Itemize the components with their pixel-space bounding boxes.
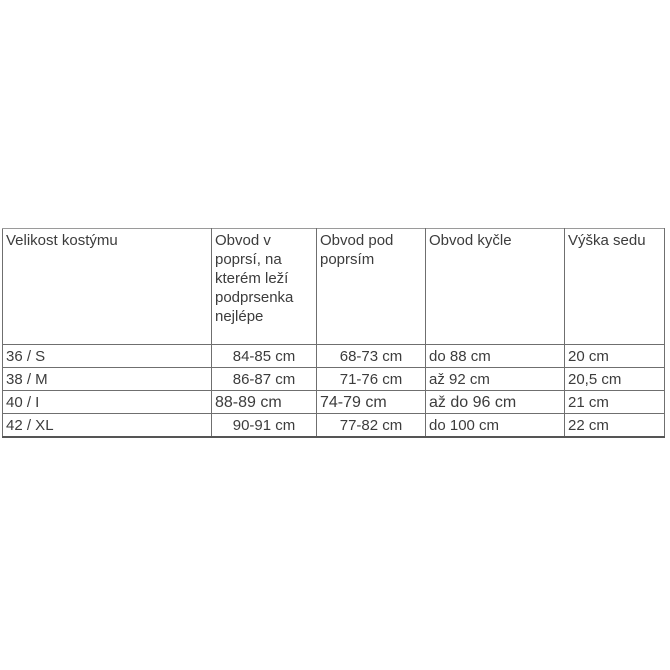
table-row-36-s bbox=[3, 345, 665, 368]
cell-hip: až do 96 cm bbox=[426, 391, 565, 414]
header-obvod-pod-poprsim: Obvod pod poprsím bbox=[317, 229, 426, 345]
table-row-40-i bbox=[3, 391, 665, 414]
size-chart-table bbox=[2, 228, 665, 438]
header-row bbox=[3, 229, 665, 345]
cell-size: 36 / S bbox=[3, 345, 212, 368]
header-obvod-v-poprsi: Obvod v poprsí, na kterém leží podprsenka nejlépe bbox=[212, 229, 317, 345]
cell-hip: do 88 cm bbox=[426, 345, 565, 368]
cell-seat: 20 cm bbox=[565, 345, 665, 368]
cell-underbust: 68-73 cm bbox=[317, 345, 426, 368]
cell-seat: 22 cm bbox=[565, 414, 665, 438]
cell-size: 38 / M bbox=[3, 368, 212, 391]
header-obvod-kycle: Obvod kyčle bbox=[426, 229, 565, 345]
cell-bust: 90-91 cm bbox=[212, 414, 317, 438]
cell-underbust: 71-76 cm bbox=[317, 368, 426, 391]
cell-underbust: 77-82 cm bbox=[317, 414, 426, 438]
cell-bust: 84-85 cm bbox=[212, 345, 317, 368]
cell-bust: 86-87 cm bbox=[212, 368, 317, 391]
cell-underbust: 74-79 cm bbox=[317, 391, 426, 414]
cell-hip: až 92 cm bbox=[426, 368, 565, 391]
cell-size: 42 / XL bbox=[3, 414, 212, 438]
header-vyska-sedu: Výška sedu bbox=[565, 229, 665, 345]
cell-size: 40 / I bbox=[3, 391, 212, 414]
cell-seat: 20,5 cm bbox=[565, 368, 665, 391]
cell-seat: 21 cm bbox=[565, 391, 665, 414]
header-velikost-kostymu: Velikost kostýmu bbox=[3, 229, 212, 345]
cell-hip: do 100 cm bbox=[426, 414, 565, 438]
table-row-38-m bbox=[3, 368, 665, 391]
cell-bust: 88-89 cm bbox=[212, 391, 317, 414]
table-row-42-xl bbox=[3, 414, 665, 438]
